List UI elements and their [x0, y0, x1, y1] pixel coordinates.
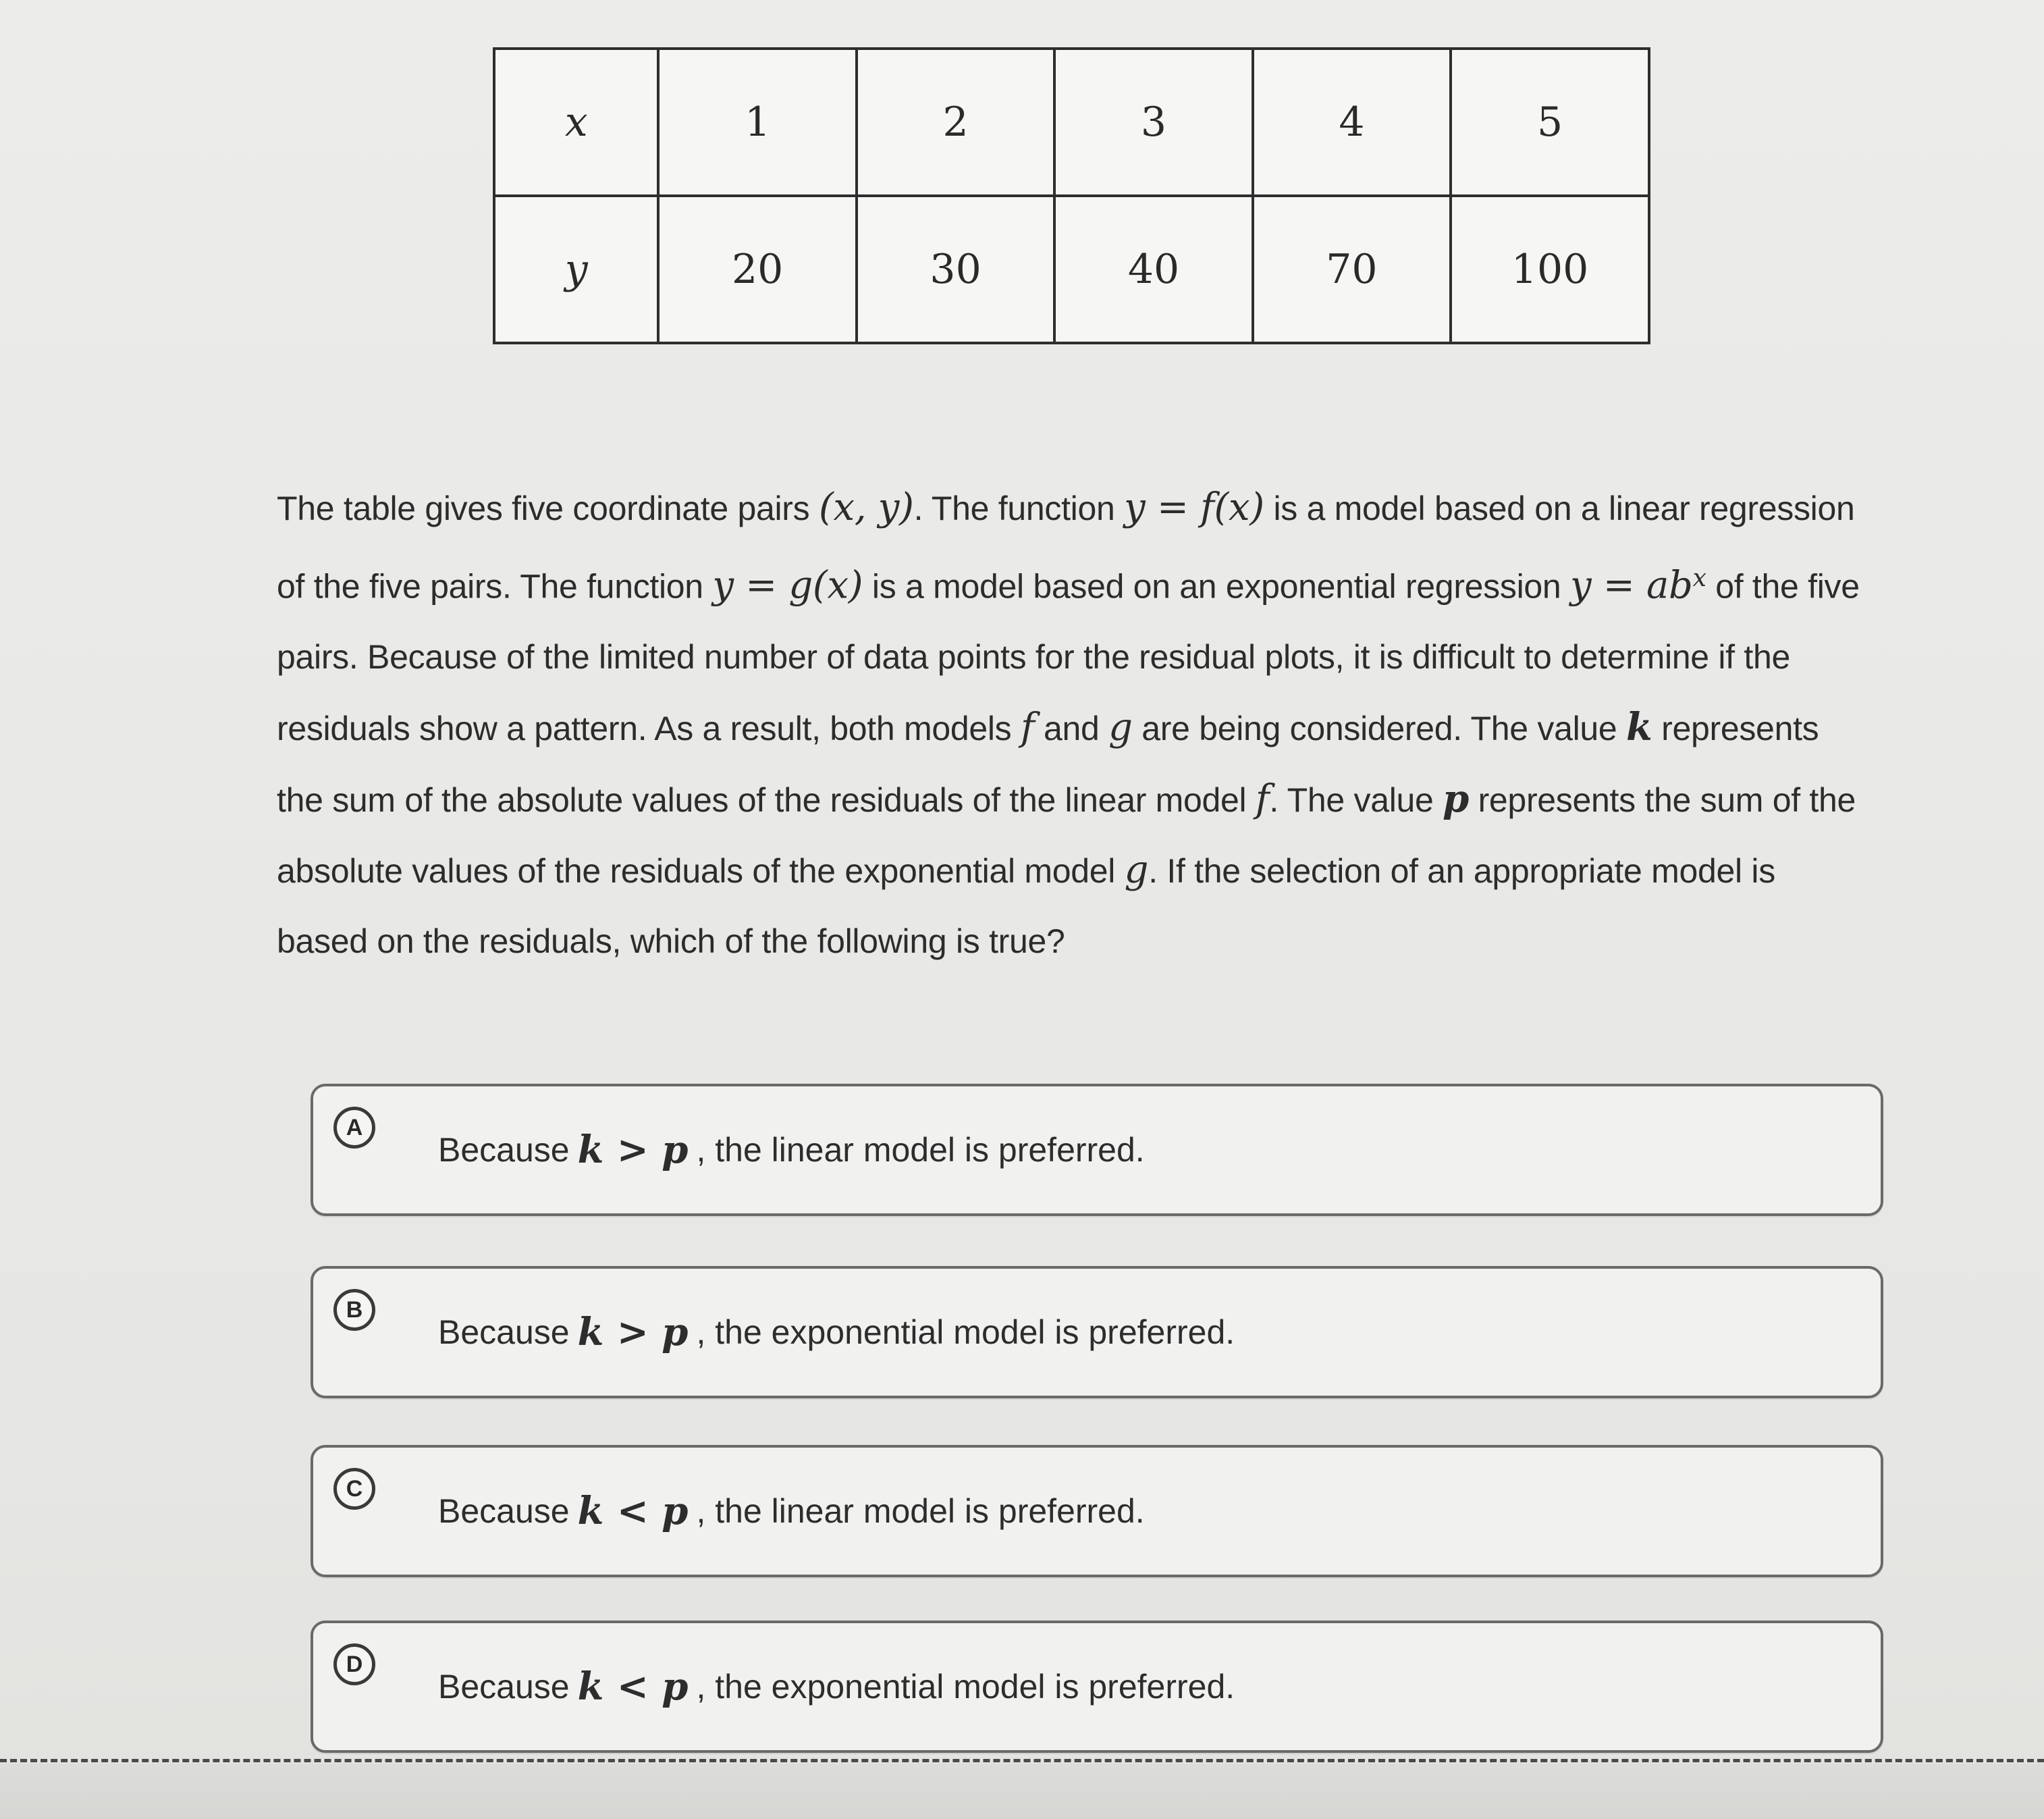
table-cell-y1: 20 — [658, 196, 856, 343]
question-text-segment: absolute values of the residuals of the exponential model — [277, 851, 1125, 890]
table-header-y: y — [494, 196, 658, 343]
choice-text — [438, 1623, 1235, 1750]
table-cell-y2: 30 — [857, 196, 1054, 343]
choice-text — [438, 1269, 1235, 1396]
bottom-strip — [0, 1764, 2044, 1819]
choice-text-segment: Because — [438, 1131, 570, 1169]
choice-text-segment: Because — [438, 1313, 570, 1351]
choice-letter-b-icon: B — [333, 1289, 375, 1331]
divider — [0, 1759, 2044, 1762]
question-text-segment: and — [1034, 709, 1109, 747]
choice-text — [438, 1448, 1145, 1575]
question-line — [277, 764, 1910, 835]
question-text-segment: is a model based on a linear regression — [1264, 490, 1855, 527]
math-expression: k > p — [577, 1310, 689, 1354]
table-cell-x2: 2 — [857, 49, 1054, 196]
question-line — [277, 692, 1910, 764]
table-cell-y5: 100 — [1451, 196, 1649, 343]
choice-letter-c-icon: C — [333, 1468, 375, 1510]
table-cell-x5: 5 — [1451, 49, 1649, 196]
math-expression: k — [1626, 704, 1652, 749]
question-text-segment: are being considered. The value — [1132, 709, 1627, 747]
question-text-segment: . The function — [913, 490, 1125, 527]
question-text-segment: The table gives five coordinate pairs — [277, 490, 819, 527]
math-expression: p — [1443, 776, 1469, 821]
table-row-y — [494, 196, 1649, 343]
table-cell-x1: 1 — [658, 49, 856, 196]
question-line — [277, 544, 1910, 622]
question-line: pairs. Because of the limited number of data points for the residual plots, it is difficult to determine if the — [277, 637, 1790, 676]
answer-choice-d[interactable] — [311, 1620, 1883, 1753]
question-text-segment: represents the sum of the — [1468, 781, 1856, 819]
choice-text-segment: , the linear model is preferred. — [696, 1492, 1145, 1530]
choice-text — [438, 1086, 1145, 1213]
question-text-segment: is a model based on an exponential regression — [863, 567, 1570, 606]
math-expression: g — [1108, 705, 1133, 749]
math-expression: (x, y) — [818, 485, 914, 529]
question-text-segment: . The value — [1269, 781, 1443, 819]
question-text-segment: . If the selection of an appropriate model is — [1148, 851, 1775, 890]
table-cell-x4: 4 — [1253, 49, 1451, 196]
choice-text-segment: , the exponential model is preferred. — [696, 1313, 1235, 1351]
question-text-segment: represents — [1652, 709, 1819, 747]
question-text — [277, 473, 1910, 976]
table-cell-y4: 70 — [1253, 196, 1451, 343]
question-text-segment: the sum of the absolute values of the residuals of the linear model — [277, 781, 1256, 819]
choice-text-segment: Because — [438, 1668, 570, 1706]
math-expression: y = ab — [1570, 563, 1693, 608]
math-expression: f — [1255, 776, 1270, 821]
math-expression: k > p — [577, 1128, 689, 1172]
question-text-segment: of the five — [1706, 567, 1860, 606]
choice-text-segment: Because — [438, 1492, 570, 1530]
math-expression: f — [1020, 705, 1035, 749]
data-table — [493, 47, 1650, 344]
answer-choice-a[interactable] — [311, 1084, 1883, 1216]
question-line — [277, 473, 1910, 544]
question-text-segment: of the five pairs. The function — [277, 567, 713, 606]
table-cell-y3: 40 — [1054, 196, 1252, 343]
question-line: based on the residuals, which of the following is true? — [277, 922, 1065, 960]
table-cell-x3: 3 — [1054, 49, 1252, 196]
question-line — [277, 835, 1910, 906]
math-expression: y = g(x) — [712, 563, 863, 608]
math-expression: y = f(x) — [1124, 485, 1264, 529]
choice-text-segment: , the linear model is preferred. — [696, 1131, 1145, 1169]
answer-choice-b[interactable] — [311, 1266, 1883, 1398]
answer-choice-c[interactable] — [311, 1445, 1883, 1577]
choice-letter-d-icon: D — [333, 1643, 375, 1685]
math-exponent: x — [1692, 564, 1706, 592]
math-expression: g — [1124, 847, 1149, 892]
math-expression: k < p — [577, 1489, 689, 1533]
choice-letter-a-icon: A — [333, 1107, 375, 1149]
table-row-x — [494, 49, 1649, 196]
table-header-x: x — [494, 49, 658, 196]
choice-text-segment: , the exponential model is preferred. — [696, 1668, 1235, 1706]
question-text-segment: residuals show a pattern. As a result, both models — [277, 709, 1021, 747]
math-expression: k < p — [577, 1664, 689, 1709]
